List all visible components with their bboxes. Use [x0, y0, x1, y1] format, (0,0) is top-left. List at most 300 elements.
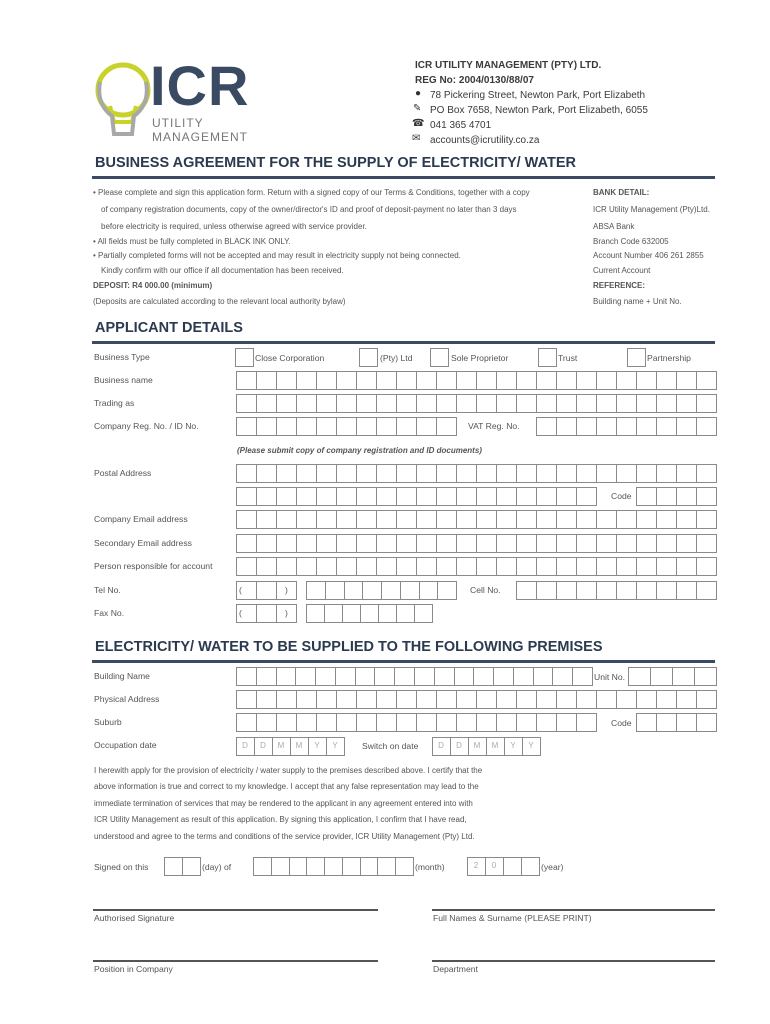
- char-box[interactable]: [616, 690, 637, 709]
- char-box[interactable]: [636, 510, 657, 529]
- char-box[interactable]: [336, 464, 357, 483]
- char-box[interactable]: [377, 857, 396, 876]
- char-box[interactable]: [416, 690, 437, 709]
- char-box[interactable]: [636, 371, 657, 390]
- char-box[interactable]: [256, 487, 277, 506]
- char-box[interactable]: [616, 534, 637, 553]
- char-box[interactable]: [676, 417, 697, 436]
- char-box[interactable]: [256, 417, 277, 436]
- char-box[interactable]: [296, 557, 317, 576]
- char-box[interactable]: [596, 510, 617, 529]
- char-box[interactable]: [306, 857, 325, 876]
- char-box[interactable]: [496, 713, 517, 732]
- char-box[interactable]: [236, 690, 257, 709]
- char-box[interactable]: [296, 487, 317, 506]
- char-box[interactable]: [536, 581, 557, 600]
- char-box[interactable]: [476, 487, 497, 506]
- char-box[interactable]: [676, 510, 697, 529]
- char-box[interactable]: [456, 713, 477, 732]
- char-box[interactable]: [355, 667, 376, 686]
- char-box[interactable]: [656, 487, 677, 506]
- char-box[interactable]: [416, 417, 437, 436]
- char-box[interactable]: [356, 417, 377, 436]
- char-box[interactable]: [676, 713, 697, 732]
- char-box[interactable]: [516, 581, 537, 600]
- char-box[interactable]: [676, 487, 697, 506]
- char-box[interactable]: [416, 371, 437, 390]
- char-box[interactable]: [556, 581, 577, 600]
- char-box[interactable]: [315, 667, 336, 686]
- char-box[interactable]: [696, 690, 717, 709]
- char-box[interactable]: [256, 557, 277, 576]
- char-box[interactable]: [296, 464, 317, 483]
- char-box[interactable]: [436, 557, 457, 576]
- char-box[interactable]: [236, 417, 257, 436]
- char-box[interactable]: [476, 557, 497, 576]
- char-box[interactable]: [394, 667, 415, 686]
- char-box[interactable]: [276, 713, 297, 732]
- char-box[interactable]: [696, 487, 717, 506]
- char-box[interactable]: [576, 464, 597, 483]
- char-box[interactable]: [696, 581, 717, 600]
- char-box[interactable]: [296, 713, 317, 732]
- char-box[interactable]: [496, 557, 517, 576]
- char-box[interactable]: [476, 510, 497, 529]
- char-box[interactable]: [236, 371, 257, 390]
- char-box[interactable]: [436, 464, 457, 483]
- postal-address-line-1[interactable]: [236, 464, 716, 483]
- char-box[interactable]: [576, 534, 597, 553]
- char-box[interactable]: [496, 690, 517, 709]
- char-box[interactable]: [676, 371, 697, 390]
- char-box[interactable]: [473, 667, 494, 686]
- sole-proprietor-checkbox[interactable]: [430, 348, 449, 367]
- char-box[interactable]: [396, 394, 417, 413]
- char-box[interactable]: [376, 534, 397, 553]
- partnership-checkbox[interactable]: [627, 348, 646, 367]
- char-box[interactable]: [436, 510, 457, 529]
- char-box[interactable]: [496, 510, 517, 529]
- person-responsible-field[interactable]: [236, 557, 716, 576]
- char-box[interactable]: [556, 371, 577, 390]
- char-box[interactable]: [556, 713, 577, 732]
- char-box[interactable]: [356, 690, 377, 709]
- char-box[interactable]: [434, 667, 455, 686]
- department-line[interactable]: [432, 960, 715, 962]
- char-box[interactable]: [396, 557, 417, 576]
- char-box[interactable]: [376, 713, 397, 732]
- char-box[interactable]: [256, 667, 277, 686]
- char-box[interactable]: [396, 417, 417, 436]
- char-box[interactable]: [360, 857, 379, 876]
- char-box[interactable]: [516, 487, 537, 506]
- char-box[interactable]: [316, 690, 337, 709]
- char-box[interactable]: [656, 690, 677, 709]
- char-box[interactable]: [576, 394, 597, 413]
- char-box[interactable]: [456, 510, 477, 529]
- char-box[interactable]: [516, 557, 537, 576]
- char-box[interactable]: [344, 581, 364, 600]
- char-box[interactable]: [676, 557, 697, 576]
- char-box[interactable]: [182, 857, 201, 876]
- char-box[interactable]: [306, 581, 326, 600]
- char-box[interactable]: [496, 394, 517, 413]
- char-box[interactable]: [396, 487, 417, 506]
- char-box[interactable]: [376, 510, 397, 529]
- char-box[interactable]: [656, 713, 677, 732]
- fax-number-field[interactable]: [306, 604, 432, 623]
- char-box[interactable]: [416, 713, 437, 732]
- char-box[interactable]: [576, 690, 597, 709]
- char-box[interactable]: [256, 713, 277, 732]
- char-box[interactable]: [436, 690, 457, 709]
- char-box[interactable]: [536, 713, 557, 732]
- char-box[interactable]: [316, 557, 337, 576]
- trading-as-field[interactable]: [236, 394, 716, 413]
- vat-field[interactable]: [536, 417, 716, 436]
- char-box[interactable]: [296, 690, 317, 709]
- char-box[interactable]: [456, 534, 477, 553]
- char-box[interactable]: [533, 667, 554, 686]
- char-box[interactable]: [672, 667, 695, 686]
- reg-no-field[interactable]: [236, 417, 456, 436]
- char-box[interactable]: [596, 534, 617, 553]
- char-box[interactable]: [335, 667, 356, 686]
- char-box[interactable]: [336, 713, 357, 732]
- char-box[interactable]: [336, 510, 357, 529]
- char-box[interactable]: [356, 557, 377, 576]
- char-box[interactable]: [516, 394, 537, 413]
- char-box[interactable]: [636, 417, 657, 436]
- close-corporation-checkbox[interactable]: [235, 348, 254, 367]
- char-box[interactable]: [476, 690, 497, 709]
- char-box[interactable]: [556, 464, 577, 483]
- position-line[interactable]: [93, 960, 378, 962]
- signed-year-field[interactable]: [467, 857, 539, 876]
- char-box[interactable]: [696, 394, 717, 413]
- char-box[interactable]: [295, 667, 316, 686]
- char-box[interactable]: [596, 581, 617, 600]
- char-box[interactable]: [456, 394, 477, 413]
- char-box[interactable]: [325, 581, 345, 600]
- char-box[interactable]: [342, 604, 361, 623]
- char-box[interactable]: [616, 394, 637, 413]
- char-box[interactable]: [636, 557, 657, 576]
- char-box[interactable]: [576, 557, 597, 576]
- char-box[interactable]: [556, 487, 577, 506]
- char-box[interactable]: [556, 394, 577, 413]
- char-box[interactable]: [454, 667, 475, 686]
- char-box[interactable]: [656, 581, 677, 600]
- char-box[interactable]: [400, 581, 420, 600]
- char-box[interactable]: [256, 510, 277, 529]
- char-box[interactable]: [496, 371, 517, 390]
- char-box[interactable]: [396, 371, 417, 390]
- char-box[interactable]: [289, 857, 308, 876]
- char-box[interactable]: [253, 857, 272, 876]
- unit-no-field[interactable]: [628, 667, 716, 686]
- char-box[interactable]: [696, 510, 717, 529]
- char-box[interactable]: [414, 604, 433, 623]
- char-box[interactable]: [396, 534, 417, 553]
- char-box[interactable]: [356, 464, 377, 483]
- char-box[interactable]: [696, 557, 717, 576]
- char-box[interactable]: [296, 534, 317, 553]
- char-box[interactable]: [556, 690, 577, 709]
- char-box[interactable]: [336, 417, 357, 436]
- char-box[interactable]: [696, 371, 717, 390]
- char-box[interactable]: [476, 394, 497, 413]
- char-box[interactable]: [236, 510, 257, 529]
- char-box[interactable]: [236, 713, 257, 732]
- char-box[interactable]: [276, 394, 297, 413]
- char-box[interactable]: [256, 464, 277, 483]
- char-box[interactable]: [316, 417, 337, 436]
- char-box[interactable]: [552, 667, 573, 686]
- postal-code-field[interactable]: [636, 487, 716, 506]
- company-email-field[interactable]: [236, 510, 716, 529]
- char-box[interactable]: [324, 604, 343, 623]
- secondary-email-field[interactable]: [236, 534, 716, 553]
- char-box[interactable]: [596, 464, 617, 483]
- char-box[interactable]: [436, 417, 457, 436]
- char-box[interactable]: [476, 371, 497, 390]
- char-box[interactable]: [696, 417, 717, 436]
- char-box[interactable]: [256, 690, 277, 709]
- char-box[interactable]: [636, 394, 657, 413]
- char-box[interactable]: [616, 417, 637, 436]
- char-box[interactable]: [656, 394, 677, 413]
- signed-day-field[interactable]: [164, 857, 200, 876]
- char-box[interactable]: [596, 394, 617, 413]
- char-box[interactable]: [636, 487, 657, 506]
- char-box[interactable]: [316, 487, 337, 506]
- char-box[interactable]: [256, 581, 277, 600]
- char-box[interactable]: [381, 581, 401, 600]
- char-box[interactable]: [436, 394, 457, 413]
- char-box[interactable]: [376, 417, 397, 436]
- char-box[interactable]: [676, 464, 697, 483]
- char-box[interactable]: [296, 394, 317, 413]
- char-box[interactable]: [556, 417, 577, 436]
- char-box[interactable]: [376, 690, 397, 709]
- char-box[interactable]: [516, 371, 537, 390]
- char-box[interactable]: [616, 557, 637, 576]
- char-box[interactable]: [516, 690, 537, 709]
- char-box[interactable]: [572, 667, 593, 686]
- char-box[interactable]: [636, 713, 657, 732]
- occupation-date-field[interactable]: [236, 737, 344, 756]
- char-box[interactable]: [362, 581, 382, 600]
- trust-checkbox[interactable]: [538, 348, 557, 367]
- char-box[interactable]: [556, 510, 577, 529]
- char-box[interactable]: [493, 667, 514, 686]
- char-box[interactable]: [616, 371, 637, 390]
- char-box[interactable]: [556, 534, 577, 553]
- char-box[interactable]: [256, 604, 277, 623]
- char-box[interactable]: [676, 581, 697, 600]
- char-box[interactable]: [356, 713, 377, 732]
- char-box[interactable]: [616, 581, 637, 600]
- char-box[interactable]: [476, 464, 497, 483]
- char-box[interactable]: [296, 371, 317, 390]
- char-box[interactable]: [694, 667, 717, 686]
- char-box[interactable]: [419, 581, 439, 600]
- char-box[interactable]: [676, 394, 697, 413]
- char-box[interactable]: [276, 417, 297, 436]
- char-box[interactable]: [378, 604, 397, 623]
- char-box[interactable]: [296, 510, 317, 529]
- char-box[interactable]: [376, 394, 397, 413]
- char-box[interactable]: [376, 487, 397, 506]
- char-box[interactable]: [696, 534, 717, 553]
- char-box[interactable]: [416, 487, 437, 506]
- char-box[interactable]: [556, 557, 577, 576]
- char-box[interactable]: [336, 487, 357, 506]
- char-box[interactable]: [456, 487, 477, 506]
- char-box[interactable]: [536, 394, 557, 413]
- char-box[interactable]: [616, 510, 637, 529]
- cell-number-field[interactable]: [516, 581, 716, 600]
- char-box[interactable]: [436, 487, 457, 506]
- char-box[interactable]: [236, 464, 257, 483]
- char-box[interactable]: [356, 487, 377, 506]
- char-box[interactable]: [576, 371, 597, 390]
- char-box[interactable]: [236, 557, 257, 576]
- char-box[interactable]: [596, 557, 617, 576]
- char-box[interactable]: [416, 510, 437, 529]
- char-box[interactable]: [696, 713, 717, 732]
- char-box[interactable]: [356, 510, 377, 529]
- char-box[interactable]: [316, 534, 337, 553]
- char-box[interactable]: [414, 667, 435, 686]
- char-box[interactable]: [676, 690, 697, 709]
- char-box[interactable]: [576, 487, 597, 506]
- char-box[interactable]: [324, 857, 343, 876]
- suburb-field[interactable]: [236, 713, 596, 732]
- char-box[interactable]: [336, 394, 357, 413]
- char-box[interactable]: [616, 464, 637, 483]
- char-box[interactable]: [360, 604, 379, 623]
- char-box[interactable]: [396, 690, 417, 709]
- char-box[interactable]: [536, 534, 557, 553]
- char-box[interactable]: [596, 417, 617, 436]
- char-box[interactable]: [376, 464, 397, 483]
- char-box[interactable]: [516, 713, 537, 732]
- char-box[interactable]: [436, 371, 457, 390]
- char-box[interactable]: [656, 534, 677, 553]
- char-box[interactable]: [396, 713, 417, 732]
- char-box[interactable]: [536, 557, 557, 576]
- char-box[interactable]: [356, 534, 377, 553]
- char-box[interactable]: [521, 857, 540, 876]
- char-box[interactable]: [316, 713, 337, 732]
- char-box[interactable]: [416, 464, 437, 483]
- full-names-line[interactable]: [432, 909, 715, 911]
- char-box[interactable]: [536, 371, 557, 390]
- char-box[interactable]: [496, 487, 517, 506]
- pty-ltd-checkbox[interactable]: [359, 348, 378, 367]
- char-box[interactable]: [476, 713, 497, 732]
- char-box[interactable]: [276, 534, 297, 553]
- char-box[interactable]: [456, 371, 477, 390]
- char-box[interactable]: [374, 667, 395, 686]
- char-box[interactable]: [576, 510, 597, 529]
- char-box[interactable]: [276, 690, 297, 709]
- postal-address-line-2[interactable]: [236, 487, 596, 506]
- char-box[interactable]: [316, 464, 337, 483]
- char-box[interactable]: [496, 464, 517, 483]
- char-box[interactable]: [456, 464, 477, 483]
- char-box[interactable]: [576, 713, 597, 732]
- char-box[interactable]: [276, 667, 297, 686]
- char-box[interactable]: [436, 534, 457, 553]
- char-box[interactable]: [676, 534, 697, 553]
- char-box[interactable]: [656, 371, 677, 390]
- char-box[interactable]: [396, 510, 417, 529]
- business-name-field[interactable]: [236, 371, 716, 390]
- authorised-signature-line[interactable]: [93, 909, 378, 911]
- char-box[interactable]: [376, 557, 397, 576]
- building-name-field[interactable]: [236, 667, 592, 686]
- char-box[interactable]: [336, 371, 357, 390]
- char-box[interactable]: [596, 371, 617, 390]
- char-box[interactable]: [456, 690, 477, 709]
- char-box[interactable]: [636, 690, 657, 709]
- char-box[interactable]: [276, 371, 297, 390]
- char-box[interactable]: [476, 534, 497, 553]
- char-box[interactable]: [596, 690, 617, 709]
- char-box[interactable]: [164, 857, 183, 876]
- char-box[interactable]: [696, 464, 717, 483]
- char-box[interactable]: [396, 604, 415, 623]
- char-box[interactable]: [536, 487, 557, 506]
- char-box[interactable]: [236, 534, 257, 553]
- char-box[interactable]: [656, 510, 677, 529]
- char-box[interactable]: [536, 417, 557, 436]
- premises-code-field[interactable]: [636, 713, 716, 732]
- char-box[interactable]: [436, 713, 457, 732]
- char-box[interactable]: [271, 857, 290, 876]
- char-box[interactable]: [236, 667, 257, 686]
- char-box[interactable]: [316, 510, 337, 529]
- char-box[interactable]: [316, 371, 337, 390]
- char-box[interactable]: [416, 394, 437, 413]
- char-box[interactable]: [336, 534, 357, 553]
- char-box[interactable]: [376, 371, 397, 390]
- tel-number-field[interactable]: [306, 581, 456, 600]
- char-box[interactable]: [496, 534, 517, 553]
- char-box[interactable]: [342, 857, 361, 876]
- char-box[interactable]: [316, 394, 337, 413]
- physical-address-field[interactable]: [236, 690, 716, 709]
- char-box[interactable]: [650, 667, 673, 686]
- char-box[interactable]: [296, 417, 317, 436]
- char-box[interactable]: [656, 557, 677, 576]
- switch-on-date-field[interactable]: [432, 737, 540, 756]
- char-box[interactable]: [276, 464, 297, 483]
- char-box[interactable]: [437, 581, 457, 600]
- char-box[interactable]: [416, 534, 437, 553]
- char-box[interactable]: [656, 464, 677, 483]
- char-box[interactable]: [396, 464, 417, 483]
- char-box[interactable]: [516, 464, 537, 483]
- char-box[interactable]: [336, 690, 357, 709]
- char-box[interactable]: [636, 464, 657, 483]
- char-box[interactable]: [536, 464, 557, 483]
- char-box[interactable]: [516, 534, 537, 553]
- char-box[interactable]: [576, 417, 597, 436]
